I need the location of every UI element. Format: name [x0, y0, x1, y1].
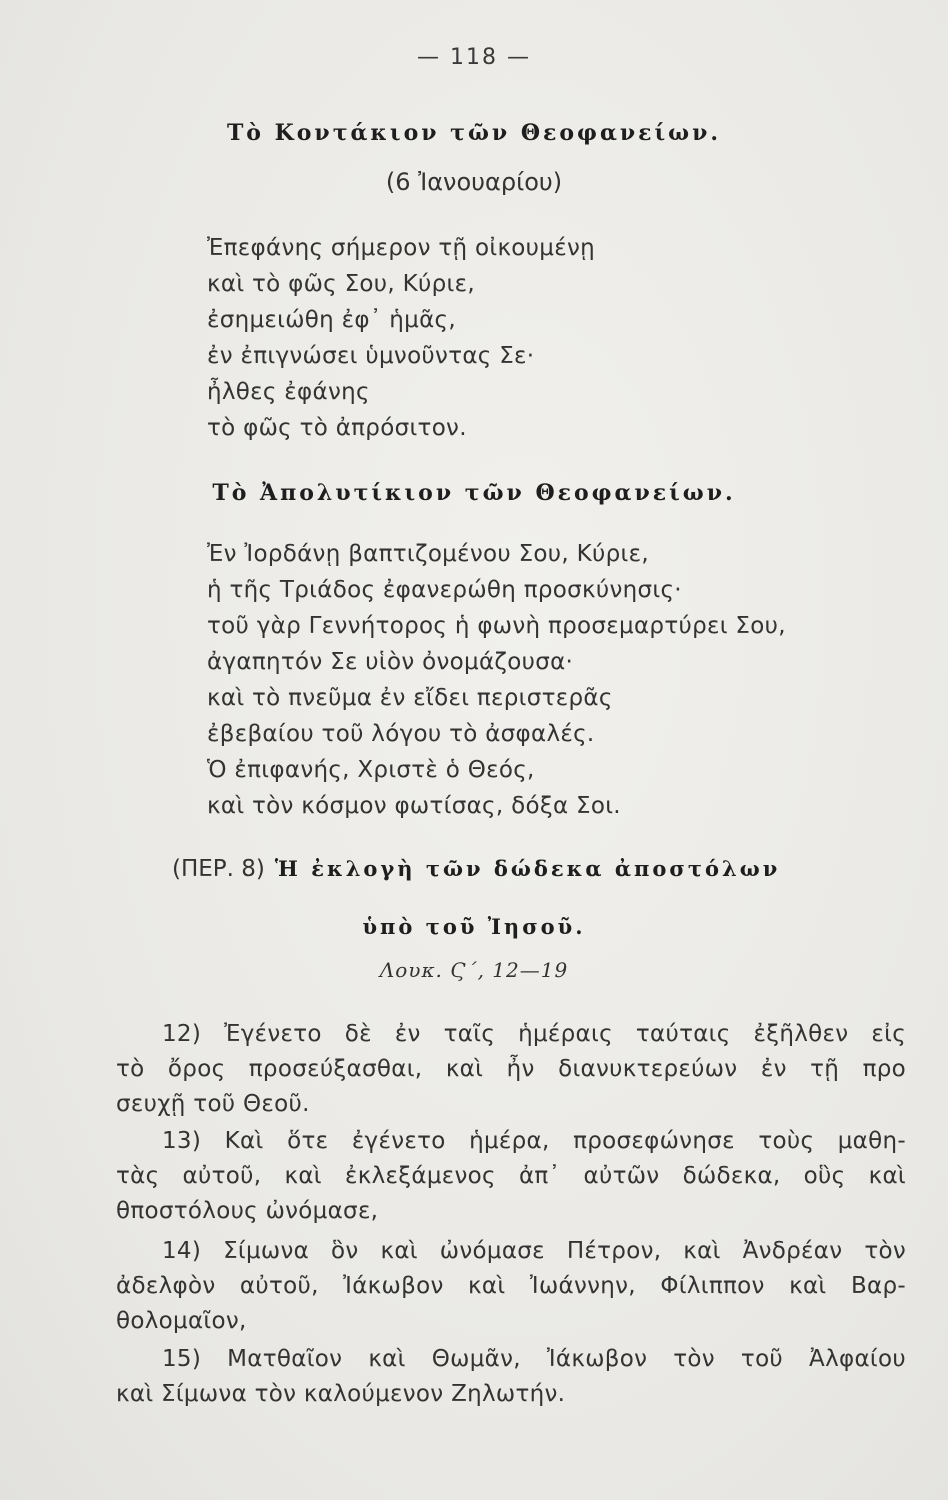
verse-line: ἀδελφὸν αὐτοῦ, Ἰάκωβον καὶ Ἰωάννην, Φίλιππον καὶ Βαρ-	[116, 1273, 906, 1299]
apolytikion-text	[207, 536, 786, 824]
pericope-heading	[172, 856, 780, 882]
verse-13	[116, 1124, 906, 1229]
verse-line: 14) Σίμωνα ὃν καὶ ὠνόμασε Πέτρον, καὶ Ἀνδρέαν τὸν	[162, 1238, 906, 1264]
kontakion-line: καὶ τὸ φῶς Σου, Κύριε,	[207, 271, 475, 297]
pericope-title: Ἡ ἐκλογὴ τῶν δώδεκα ἀποστόλων	[274, 856, 781, 881]
kontakion-line: ἦλθες ἐφάνης	[207, 379, 370, 405]
verse-12	[116, 1017, 906, 1122]
verse-line: 12) Ἐγένετο δὲ ἐν ταῖς ἡμέραις ταύταις ἐξῆλθεν εἰς	[162, 1021, 906, 1047]
verse-line: καὶ Σίμωνα τὸν καλούμενον Ζηλωτήν.	[116, 1381, 566, 1407]
kontakion-text	[207, 230, 595, 446]
apolytikion-line: Ὁ ἐπιφανής, Χριστὲ ὁ Θεός,	[207, 757, 535, 783]
apolytikion-line: ἐβεβαίου τοῦ λόγου τὸ ἀσφαλές.	[207, 721, 595, 747]
verse-15	[116, 1342, 906, 1412]
pericope-subtitle: ὑπὸ τοῦ Ἰησοῦ.	[362, 914, 586, 939]
verse-line: θολομαῖον,	[116, 1308, 247, 1334]
verse-line: 13) Καὶ ὅτε ἐγένετο ἡμέρα, προσεφώνησε τοὺς μαθη-	[162, 1128, 906, 1154]
scripture-reference: Λουκ. Ϛ΄, 12—19	[379, 958, 569, 982]
kontakion-line: Ἐπεφάνης σήμερον τῇ οἰκουμένῃ	[207, 235, 595, 261]
pericope-label: (ΠΕΡ. 8)	[172, 856, 265, 882]
page-number: — 118 —	[417, 45, 531, 70]
apolytikion-line: καὶ τὸν κόσμον φωτίσας, δόξα Σοι.	[207, 793, 621, 819]
kontakion-line: ἐν ἐπιγνώσει ὑμνοῦντας Σε·	[207, 343, 535, 369]
verse-line: 15) Ματθαῖον καὶ Θωμᾶν, Ἰάκωβον τὸν τοῦ Ἀλφαίου	[162, 1346, 906, 1372]
apolytikion-line: καὶ τὸ πνεῦμα ἐν εἴδει περιστερᾶς	[207, 685, 613, 711]
apolytikion-line: Ἐν Ἰορδάνῃ βαπτιζομένου Σου, Κύριε,	[207, 541, 649, 567]
apolytikion-line: τοῦ γὰρ Γεννήτορος ἡ φωνὴ προσεμαρτύρει Σου,	[207, 613, 786, 639]
verse-14	[116, 1234, 906, 1339]
kontakion-date: (6 Ἰανουαρίου)	[385, 168, 563, 196]
verse-line: θποστόλους ὠνόμασε,	[116, 1198, 379, 1224]
apolytikion-line: ἀγαπητόν Σε υἱὸν ὀνομάζουσα·	[207, 649, 574, 675]
verse-line: τὰς αὐτοῦ, καὶ ἐκλεξάμενος ἀπ᾿ αὐτῶν δώδεκα, οὓς καὶ	[116, 1163, 906, 1189]
kontakion-line: τὸ φῶς τὸ ἀπρόσιτον.	[207, 415, 467, 441]
apolytikion-line: ἡ τῆς Τριάδος ἐφανερώθη προσκύνησις·	[207, 577, 682, 603]
verse-line: σευχῇ τοῦ Θεοῦ.	[116, 1091, 310, 1117]
verse-line: τὸ ὄρος προσεύξασθαι, καὶ ἦν διανυκτερεύων ἐν τῇ προ	[116, 1056, 906, 1082]
apolytikion-title: Τὸ Ἀπολυτίκιον τῶν Θεοφανείων.	[212, 480, 736, 506]
kontakion-line: ἐσημειώθη ἐφ᾿ ἡμᾶς,	[207, 307, 456, 333]
kontakion-title: Τὸ Κοντάκιον τῶν Θεοφανείων.	[226, 120, 722, 146]
